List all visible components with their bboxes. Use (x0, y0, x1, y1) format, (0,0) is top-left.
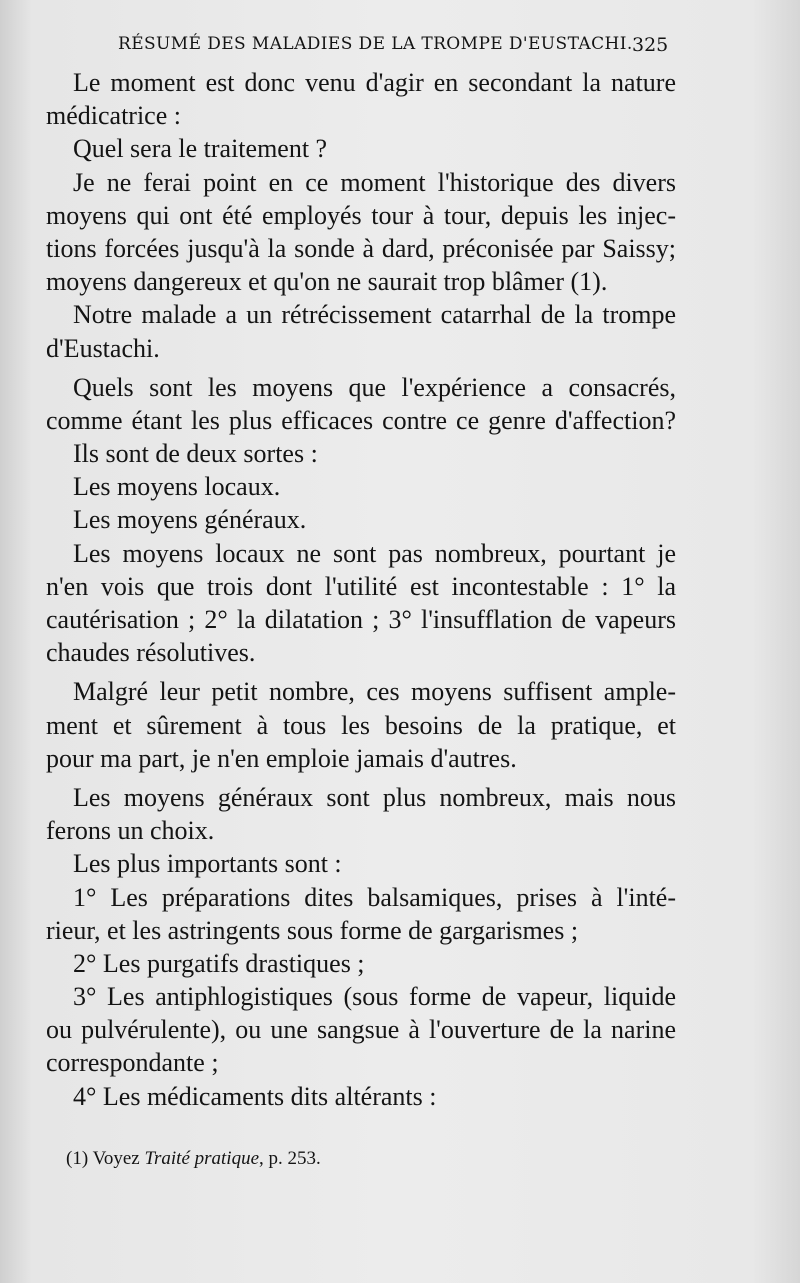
footnote (66, 1148, 321, 1170)
footnote-title: Traité pratique (144, 1148, 260, 1169)
text-line: comme étant les plus efficaces contre ce genre d'affection? (46, 405, 676, 435)
text-line: moyens dangereux et qu'on ne saurait trop blâmer (1). (46, 267, 608, 297)
text-line: chaudes résolutives. (46, 638, 256, 668)
text-line: d'Eustachi. (46, 333, 160, 363)
text-line: 4° Les médicaments dits altérants : (73, 1081, 437, 1111)
text-line: pour ma part, je n'en emploie jamais d'autres. (46, 743, 517, 773)
text-line: correspondante ; (46, 1048, 219, 1078)
text-line: Ils sont de deux sortes : (73, 439, 318, 469)
text-line: médicatrice : (46, 101, 181, 131)
text-line: ou pulvérulente), ou une sangsue à l'ouverture de la narine (46, 1015, 676, 1045)
text-line: Notre malade a un rétrécissement catarrhal de la trompe (73, 300, 676, 330)
text-line: Les moyens généraux sont plus nombreux, mais nous (73, 782, 676, 812)
text-line: Le moment est donc venu d'agir en secondant la nature (73, 68, 676, 97)
body-text (46, 66, 676, 1113)
text-line: 2° Les purgatifs drastiques ; (73, 948, 365, 978)
footnote-suffix: , p. 253. (259, 1148, 321, 1169)
text-line: rieur, et les astringents sous forme de gargarismes ; (46, 915, 579, 945)
text-line: tions forcées jusqu'à la sonde à dard, préconisée par Saissy; (46, 233, 676, 263)
text-line: Quel sera le traitement ? (73, 134, 328, 164)
text-line: cautérisation ; 2° la dilatation ; 3° l'insufflation de vapeurs (46, 605, 676, 634)
text-line: n'en vois que trois dont l'utilité est incontestable : 1° la (46, 571, 676, 601)
text-line: Quels sont les moyens que l'expérience a consacrés, (73, 372, 676, 402)
text-line: moyens qui ont été employés tour à tour, depuis les injec- (46, 200, 676, 230)
footnote-prefix: Voyez (92, 1148, 140, 1169)
text-line: ferons un choix. (46, 816, 215, 846)
text-line: Les moyens locaux ne sont pas nombreux, pourtant je (73, 538, 676, 568)
text-line: 1° Les préparations dites balsamiques, prises à l'inté- (73, 882, 676, 912)
page-number: 325 (632, 34, 669, 56)
footnote-marker: (1) (66, 1148, 89, 1169)
text-line: ment et sûrement à tous les besoins de la pratique, et (46, 710, 676, 740)
text-line: Je ne ferai point en ce moment l'historique des divers (73, 167, 676, 197)
running-header: RÉSUMÉ DES MALADIES DE LA TROMPE D'EUSTACHI. (118, 34, 633, 54)
text-line: Les moyens généraux. (73, 505, 307, 535)
text-line: Les moyens locaux. (73, 472, 281, 502)
text-line: Malgré leur petit nombre, ces moyens suffisent ample- (73, 677, 676, 707)
text-line: Les plus importants sont : (73, 849, 342, 879)
text-line: 3° Les antiphlogistiques (sous forme de vapeur, liquide (73, 982, 676, 1012)
